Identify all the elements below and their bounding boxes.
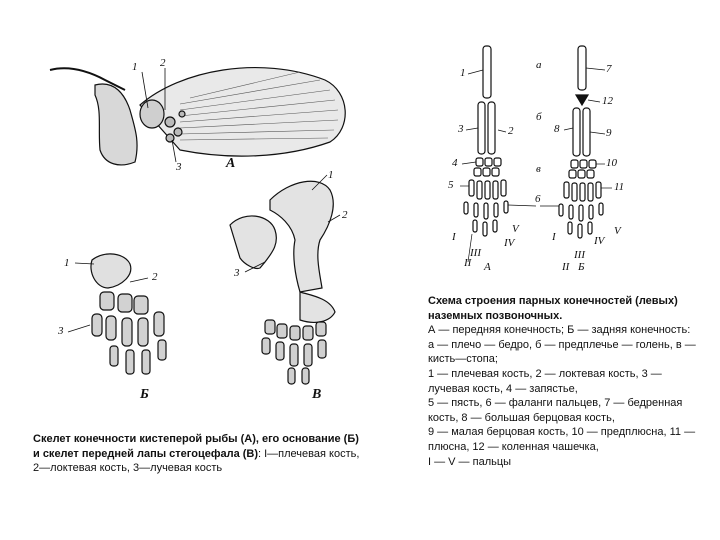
scheme-roman-right-5: V: [614, 225, 621, 237]
schema-caption-line: 9 — малая берцовая кость, 10 — предплюсна, 11 — плюсна, 12 — коленная чашечка,: [428, 426, 696, 453]
scheme-roman-right-3: III: [574, 249, 585, 261]
scheme-roman-left-1: I: [452, 231, 456, 243]
hand-label-3: 3: [58, 325, 64, 337]
fish-fin-drawing: [50, 68, 345, 165]
scheme-letter-b-small: б: [536, 111, 542, 123]
fish-fin-illustration: [30, 50, 400, 410]
schema-caption: [428, 294, 698, 469]
right-figure: [440, 40, 640, 280]
scheme-roman-left-5: V: [512, 223, 519, 235]
hand-label-1: 1: [64, 257, 70, 269]
schema-caption-line: а — плечо — бедро, б — предплечье — голень, в — кисть—стопа;: [428, 338, 696, 366]
scheme-letter-A: А: [484, 261, 491, 273]
fish-caption-bold: Скелет конечности кистеперой рыбы (А), его основание (Б) и скелет передней лапы стегоцефала (В): [33, 433, 359, 460]
schema-caption-title: Схема строения парных конечностей (левых) наземных позвоночных.: [428, 295, 678, 322]
scheme-num-1: 1: [460, 67, 466, 79]
stego-label-1: 1: [328, 169, 334, 181]
scheme-letter-v-small: в: [536, 163, 541, 175]
scheme-num-10: 10: [606, 157, 617, 169]
scheme-num-8: 8: [554, 123, 560, 135]
scheme-roman-left-2: II: [464, 257, 472, 269]
scheme-letter-B: Б: [578, 261, 585, 273]
scheme-num-12: 12: [602, 95, 613, 107]
scheme-num-3: 3: [458, 123, 464, 135]
scheme-roman-right-2: II: [562, 261, 570, 273]
scheme-num-2: 2: [508, 125, 514, 137]
stego-label-2: 2: [342, 209, 348, 221]
schema-caption-line: А — передняя конечность; Б — задняя конечность:: [428, 324, 691, 337]
scheme-roman-left-4: IV: [504, 237, 515, 249]
schema-caption-line: I — V — пальцы: [428, 455, 512, 468]
scheme-num-5: 5: [448, 179, 454, 191]
stegocephalian-limb-drawing: [230, 181, 335, 384]
scheme-num-9: 9: [606, 127, 612, 139]
schema-caption-line: 5 — пясть, 6 — фаланги пальцев, 7 — бедренная кость, 8 — большая берцовая кость,: [428, 397, 683, 424]
schema-caption-line: 1 — плечевая кость, 2 — локтевая кость, 3 — лучевая кость, 4 — запястье,: [428, 367, 662, 395]
fish-caption: [33, 432, 363, 476]
hand-letter-b: Б: [140, 387, 149, 402]
fish-label-3: 3: [176, 161, 182, 173]
stego-letter-v: В: [312, 387, 322, 402]
stego-label-3: 3: [234, 267, 240, 279]
fish-letter-a: А: [226, 156, 236, 171]
scheme-roman-right-1: I: [552, 231, 556, 243]
scheme-num-11: 11: [614, 181, 625, 193]
fish-label-2: 2: [160, 57, 166, 69]
scheme-num-4: 4: [452, 157, 458, 169]
hand-label-2: 2: [152, 271, 158, 283]
fish-label-1: 1: [132, 61, 138, 73]
scheme-roman-right-4: IV: [594, 235, 605, 247]
scheme-num-7: 7: [606, 63, 612, 75]
scheme-letter-a-small: а: [536, 59, 542, 71]
left-figure: [30, 50, 400, 410]
scheme-roman-left-3: III: [470, 247, 481, 259]
scheme-num-6: 6: [535, 193, 541, 205]
fish-caption-text: : I—плечевая кость, 2—локтевая кость, 3—лучевая кость: [33, 447, 360, 475]
